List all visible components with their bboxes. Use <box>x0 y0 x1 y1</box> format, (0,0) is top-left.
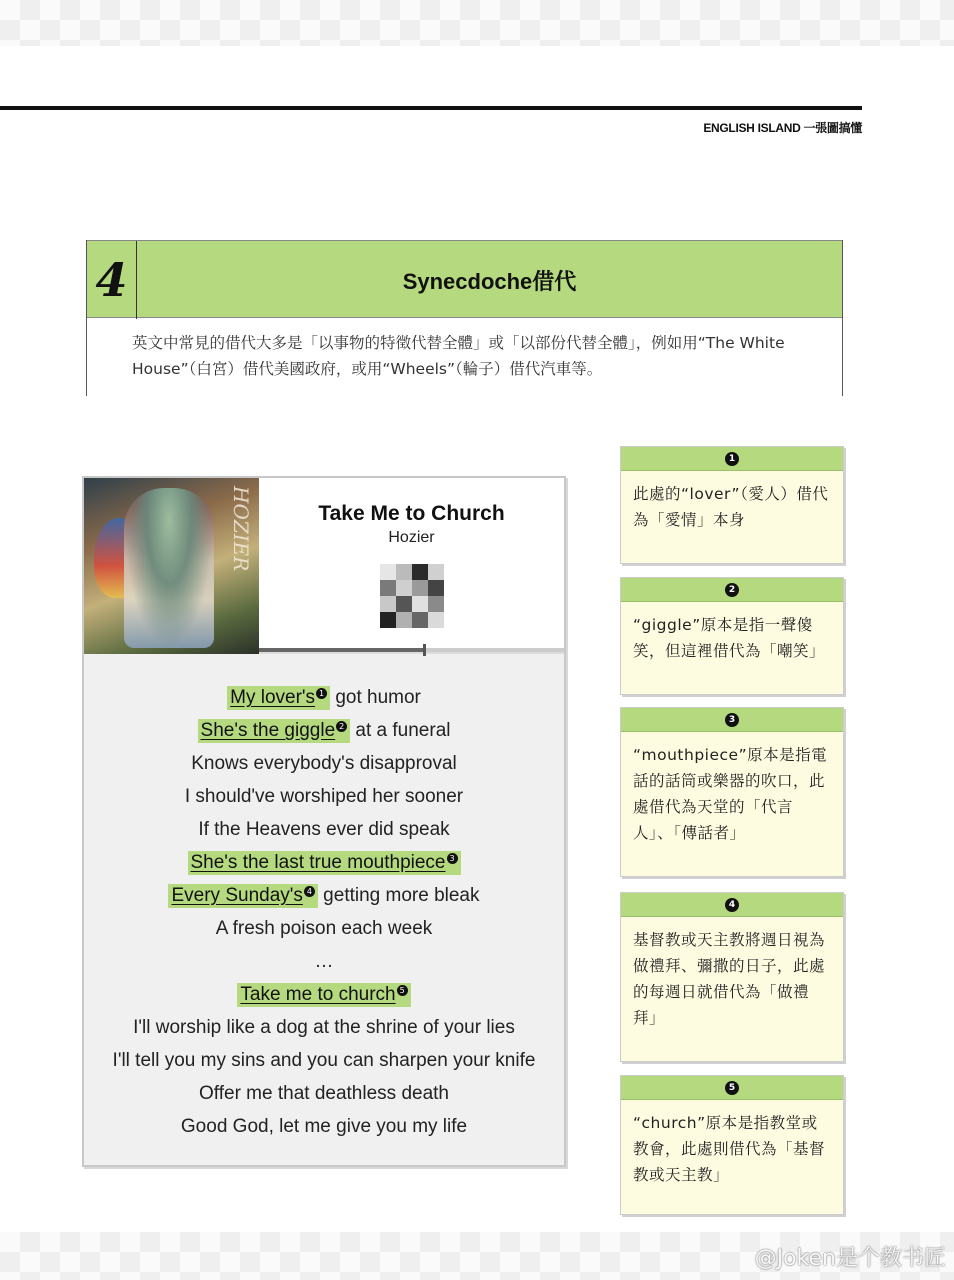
song-artist: Hozier <box>388 529 435 546</box>
highlighted-text: Take me to church <box>240 984 396 1005</box>
lyric-line <box>84 980 564 1013</box>
footnote-marker: 1 <box>316 688 327 699</box>
lyric-line: Good God, let me give you my life <box>180 1116 468 1137</box>
note-header <box>621 578 843 602</box>
section-header <box>87 240 842 318</box>
lyric-line: I'll tell you my sins and you can sharpen your knife <box>112 1050 536 1071</box>
lyric-line: Knows everybody's disapproval <box>191 753 457 774</box>
note-text: 基督教或天主教將週日視為做禮拜、彌撒的日子，此處的每週日就借代為「做禮拜」 <box>633 931 826 1027</box>
watermark: @Joken是个教书匠 <box>754 1246 946 1271</box>
note-card <box>620 892 844 1062</box>
note-number: 4 <box>725 898 739 912</box>
progress-fill <box>259 648 424 652</box>
lyric-rest: at a funeral <box>350 720 451 741</box>
lyric-line <box>84 848 564 881</box>
lyric-line: A fresh poison each week <box>215 918 433 939</box>
lyric-rest: got humor <box>330 687 421 708</box>
highlighted-text: She's the last true mouthpiece <box>190 852 446 873</box>
note-card <box>620 707 844 877</box>
highlighted-text: Every Sunday's <box>171 885 303 906</box>
lyric-line <box>84 683 564 716</box>
progress-handle[interactable] <box>423 644 426 656</box>
highlighted-phrase <box>198 719 351 743</box>
highlighted-phrase <box>188 851 461 875</box>
footnote-marker: 5 <box>397 985 408 996</box>
section-title: Synecdoche借代 <box>402 268 577 294</box>
lyric-line <box>84 881 564 914</box>
note-card <box>620 577 844 695</box>
lyric-line: I should've worshiped her sooner <box>184 786 464 807</box>
footnote-marker: 4 <box>304 886 315 897</box>
lyric-line: I'll worship like a dog at the shrine of your lies <box>133 1017 515 1038</box>
note-text: “church”原本是指教堂或教會，此處則借代為「基督教或天主教」 <box>633 1114 826 1184</box>
note-header <box>621 708 843 732</box>
footnote-marker: 3 <box>447 853 458 864</box>
highlighted-phrase <box>168 884 317 908</box>
progress-bar[interactable] <box>259 648 564 652</box>
note-card <box>620 446 844 564</box>
song-card <box>82 476 566 1167</box>
section-number: 4 <box>87 241 137 319</box>
qr-code-icon <box>380 564 444 628</box>
song-title: Take Me to Church <box>318 502 505 525</box>
highlighted-phrase <box>237 983 410 1007</box>
lyric-line: If the Heavens ever did speak <box>198 819 450 840</box>
footnote-marker: 2 <box>336 721 347 732</box>
note-text: “mouthpiece”原本是指電話的話筒或樂器的吹口，此處借代為天堂的「代言人」、「傳話者」 <box>633 746 828 842</box>
note-text: 此處的“lover”（愛人）借代為「愛情」本身 <box>633 485 829 529</box>
header-rule <box>0 106 862 110</box>
section-box <box>86 240 843 396</box>
highlighted-phrase <box>227 686 330 710</box>
note-header <box>621 1076 843 1100</box>
album-art-text: HOZIER <box>229 486 253 572</box>
note-card <box>620 1075 844 1215</box>
note-header <box>621 447 843 471</box>
lyric-line: Offer me that deathless death <box>199 1083 449 1104</box>
note-text: “giggle”原本是指一聲傻笑，但這裡借代為「嘲笑」 <box>633 616 826 660</box>
note-number: 2 <box>725 583 739 597</box>
album-art-image <box>84 478 259 654</box>
running-head: ENGLISH ISLAND 一張圖搞懂 <box>703 121 862 135</box>
lyric-rest: getting more bleak <box>317 885 480 906</box>
note-number: 5 <box>725 1081 739 1095</box>
lyric-line <box>84 716 564 749</box>
top-background-pattern <box>0 0 954 46</box>
song-player <box>84 478 564 654</box>
highlighted-text: My lover's <box>230 687 316 708</box>
lyrics <box>84 683 564 1145</box>
highlighted-text: She's the giggle <box>200 720 336 741</box>
note-number: 3 <box>725 713 739 727</box>
note-number: 1 <box>725 452 739 466</box>
lyric-line: … <box>314 951 334 972</box>
section-description: 英文中常見的借代大多是「以事物的特徵代替全體」或「以部份代替全體」，例如用“The White House”（白宮）借代美國政府，或用“Wheels”（輪子）借代汽車等。 <box>132 334 785 378</box>
note-header <box>621 893 843 917</box>
